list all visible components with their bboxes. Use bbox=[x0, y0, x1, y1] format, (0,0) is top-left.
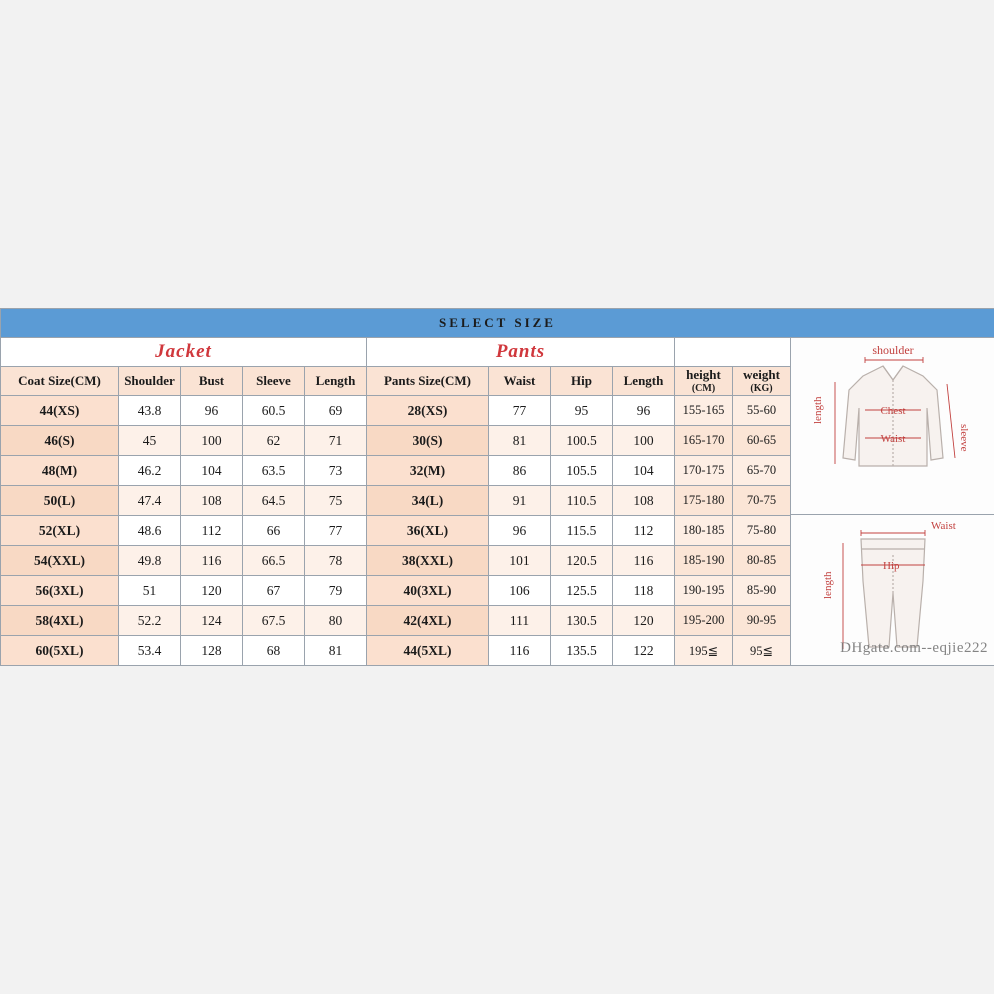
cell-jacket-length: 69 bbox=[305, 396, 367, 426]
size-chart-container bbox=[0, 308, 994, 666]
cell-sleeve: 66.5 bbox=[243, 546, 305, 576]
illustration-box bbox=[791, 338, 994, 665]
cell-sleeve: 67.5 bbox=[243, 606, 305, 636]
cell-height: 175-180 bbox=[675, 486, 733, 516]
group-label-pants bbox=[367, 338, 675, 367]
cell-weight: 75-80 bbox=[733, 516, 791, 546]
cell-waist: 116 bbox=[489, 636, 551, 666]
cell-jacket-length: 71 bbox=[305, 426, 367, 456]
cell-shoulder: 53.4 bbox=[119, 636, 181, 666]
cell-coat-size: 44(XS) bbox=[1, 396, 119, 426]
cell-weight: 95≦ bbox=[733, 636, 791, 666]
jacket-chest-label: Chest bbox=[880, 405, 906, 417]
cell-hip: 100.5 bbox=[551, 426, 613, 456]
cell-pants-length: 108 bbox=[613, 486, 675, 516]
cell-shoulder: 45 bbox=[119, 426, 181, 456]
pants-label: Pants bbox=[495, 341, 546, 362]
watermark-text: DHgate.com--eqjie222 bbox=[840, 640, 989, 656]
cell-pants-size: 36(XL) bbox=[367, 516, 489, 546]
cell-waist: 81 bbox=[489, 426, 551, 456]
header-height-unit: (CM) bbox=[691, 382, 716, 394]
header-weight-text: weight bbox=[743, 366, 780, 382]
cell-waist: 91 bbox=[489, 486, 551, 516]
cell-sleeve: 63.5 bbox=[243, 456, 305, 486]
cell-bust: 96 bbox=[181, 396, 243, 426]
cell-pants-size: 30(S) bbox=[367, 426, 489, 456]
header-height-text: height bbox=[686, 366, 721, 382]
cell-jacket-length: 73 bbox=[305, 456, 367, 486]
cell-jacket-length: 77 bbox=[305, 516, 367, 546]
cell-hip: 95 bbox=[551, 396, 613, 426]
cell-shoulder: 52.2 bbox=[119, 606, 181, 636]
group-label-bodyspec bbox=[675, 338, 791, 367]
cell-coat-size: 46(S) bbox=[1, 426, 119, 456]
cell-bust: 108 bbox=[181, 486, 243, 516]
table-title-row bbox=[1, 309, 994, 338]
header-jacket-length: Length bbox=[305, 367, 367, 396]
cell-hip: 110.5 bbox=[551, 486, 613, 516]
cell-height: 190-195 bbox=[675, 576, 733, 606]
cell-waist: 96 bbox=[489, 516, 551, 546]
cell-coat-size: 54(XXL) bbox=[1, 546, 119, 576]
header-sleeve: Sleeve bbox=[243, 367, 305, 396]
jacket-diagram-icon bbox=[791, 338, 994, 514]
group-label-jacket bbox=[1, 338, 367, 367]
cell-pants-length: 120 bbox=[613, 606, 675, 636]
jacket-label: Jacket bbox=[155, 341, 212, 362]
cell-coat-size: 50(L) bbox=[1, 486, 119, 516]
cell-hip: 115.5 bbox=[551, 516, 613, 546]
cell-pants-length: 122 bbox=[613, 636, 675, 666]
cell-jacket-length: 79 bbox=[305, 576, 367, 606]
jacket-sleeve-label: sleeve bbox=[958, 424, 970, 452]
cell-hip: 105.5 bbox=[551, 456, 613, 486]
header-height bbox=[675, 367, 733, 396]
cell-coat-size: 56(3XL) bbox=[1, 576, 119, 606]
cell-jacket-length: 78 bbox=[305, 546, 367, 576]
cell-weight: 65-70 bbox=[733, 456, 791, 486]
group-header-row bbox=[1, 338, 994, 367]
cell-shoulder: 51 bbox=[119, 576, 181, 606]
header-waist: Waist bbox=[489, 367, 551, 396]
cell-height: 185-190 bbox=[675, 546, 733, 576]
cell-height: 195≦ bbox=[675, 636, 733, 666]
cell-pants-size: 40(3XL) bbox=[367, 576, 489, 606]
cell-weight: 90-95 bbox=[733, 606, 791, 636]
cell-coat-size: 60(5XL) bbox=[1, 636, 119, 666]
cell-height: 155-165 bbox=[675, 396, 733, 426]
jacket-waist-label: Waist bbox=[880, 433, 906, 445]
cell-bust: 112 bbox=[181, 516, 243, 546]
cell-weight: 85-90 bbox=[733, 576, 791, 606]
cell-pants-size: 42(4XL) bbox=[367, 606, 489, 636]
cell-height: 170-175 bbox=[675, 456, 733, 486]
cell-sleeve: 66 bbox=[243, 516, 305, 546]
cell-bust: 100 bbox=[181, 426, 243, 456]
cell-shoulder: 49.8 bbox=[119, 546, 181, 576]
cell-waist: 77 bbox=[489, 396, 551, 426]
cell-sleeve: 67 bbox=[243, 576, 305, 606]
pants-waist-label: Waist bbox=[931, 520, 956, 532]
cell-pants-size: 28(XS) bbox=[367, 396, 489, 426]
cell-hip: 125.5 bbox=[551, 576, 613, 606]
cell-pants-length: 100 bbox=[613, 426, 675, 456]
cell-hip: 120.5 bbox=[551, 546, 613, 576]
cell-weight: 70-75 bbox=[733, 486, 791, 516]
cell-shoulder: 47.4 bbox=[119, 486, 181, 516]
cell-waist: 86 bbox=[489, 456, 551, 486]
cell-jacket-length: 75 bbox=[305, 486, 367, 516]
cell-pants-length: 96 bbox=[613, 396, 675, 426]
header-pants-size: Pants Size(CM) bbox=[367, 367, 489, 396]
cell-bust: 116 bbox=[181, 546, 243, 576]
cell-weight: 80-85 bbox=[733, 546, 791, 576]
cell-weight: 55-60 bbox=[733, 396, 791, 426]
cell-bust: 128 bbox=[181, 636, 243, 666]
cell-bust: 104 bbox=[181, 456, 243, 486]
jacket-length-label: length bbox=[812, 396, 824, 424]
cell-shoulder: 43.8 bbox=[119, 396, 181, 426]
cell-pants-length: 104 bbox=[613, 456, 675, 486]
header-weight-unit: (KG) bbox=[750, 382, 773, 394]
illustration-panel bbox=[791, 338, 994, 666]
header-shoulder: Shoulder bbox=[119, 367, 181, 396]
page-title: SELECT SIZE bbox=[1, 309, 994, 338]
cell-pants-length: 118 bbox=[613, 576, 675, 606]
cell-sleeve: 68 bbox=[243, 636, 305, 666]
cell-waist: 111 bbox=[489, 606, 551, 636]
cell-shoulder: 46.2 bbox=[119, 456, 181, 486]
cell-height: 165-170 bbox=[675, 426, 733, 456]
cell-bust: 124 bbox=[181, 606, 243, 636]
size-chart-table bbox=[0, 308, 994, 666]
header-weight bbox=[733, 367, 791, 396]
cell-sleeve: 62 bbox=[243, 426, 305, 456]
cell-height: 195-200 bbox=[675, 606, 733, 636]
cell-pants-size: 44(5XL) bbox=[367, 636, 489, 666]
cell-sleeve: 64.5 bbox=[243, 486, 305, 516]
header-coat-size: Coat Size(CM) bbox=[1, 367, 119, 396]
cell-coat-size: 58(4XL) bbox=[1, 606, 119, 636]
cell-coat-size: 48(M) bbox=[1, 456, 119, 486]
pants-length-label: length bbox=[822, 571, 834, 599]
cell-pants-size: 38(XXL) bbox=[367, 546, 489, 576]
jacket-shoulder-label: shoulder bbox=[872, 343, 914, 357]
cell-waist: 101 bbox=[489, 546, 551, 576]
cell-waist: 106 bbox=[489, 576, 551, 606]
cell-bust: 120 bbox=[181, 576, 243, 606]
cell-jacket-length: 80 bbox=[305, 606, 367, 636]
cell-sleeve: 60.5 bbox=[243, 396, 305, 426]
header-hip: Hip bbox=[551, 367, 613, 396]
cell-height: 180-185 bbox=[675, 516, 733, 546]
cell-pants-length: 116 bbox=[613, 546, 675, 576]
cell-shoulder: 48.6 bbox=[119, 516, 181, 546]
cell-hip: 130.5 bbox=[551, 606, 613, 636]
pants-hip-label: Hip bbox=[883, 560, 900, 572]
cell-pants-size: 34(L) bbox=[367, 486, 489, 516]
cell-pants-length: 112 bbox=[613, 516, 675, 546]
cell-pants-size: 32(M) bbox=[367, 456, 489, 486]
cell-weight: 60-65 bbox=[733, 426, 791, 456]
header-bust: Bust bbox=[181, 367, 243, 396]
cell-hip: 135.5 bbox=[551, 636, 613, 666]
cell-coat-size: 52(XL) bbox=[1, 516, 119, 546]
cell-jacket-length: 81 bbox=[305, 636, 367, 666]
jacket-illustration bbox=[791, 338, 994, 515]
header-pants-length: Length bbox=[613, 367, 675, 396]
